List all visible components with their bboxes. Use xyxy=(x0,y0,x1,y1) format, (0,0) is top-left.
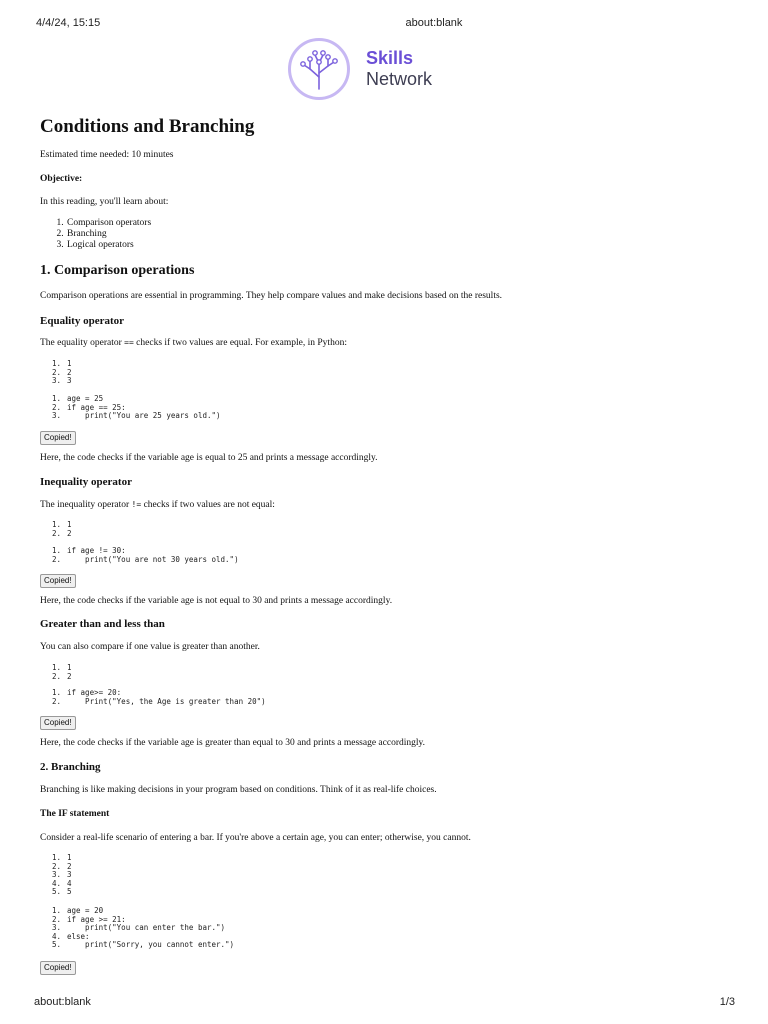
equality-explanation: Here, the code checks if the variable age is equal to 25 and prints a message accordingly. xyxy=(40,453,378,463)
print-header-datetime: 4/4/24, 15:15 xyxy=(36,17,101,29)
print-header-title: about:blank xyxy=(405,17,463,29)
section-heading-comparison: 1. Comparison operations xyxy=(40,263,195,278)
objectives-list xyxy=(52,218,151,251)
heading-inequality-operator: Inequality operator xyxy=(40,476,132,488)
estimated-time: Estimated time needed: 10 minutes xyxy=(40,150,174,160)
print-footer-page-number: 1/3 xyxy=(719,996,735,1008)
logo-text-network: Network xyxy=(366,69,433,89)
logo-tree-icon xyxy=(288,38,350,100)
inline-code: == xyxy=(124,338,134,347)
inequality-explanation: Here, the code checks if the variable age is not equal to 30 and prints a message accordingly. xyxy=(40,596,393,606)
code-block: 1. age = 25 2. if age == 25: 3. print("You are 25 years old.") xyxy=(52,394,221,421)
section-intro-branching: Branching is like making decisions in your program based on conditions. Think of it as real-life choices. xyxy=(40,785,437,795)
page-title: Conditions and Branching xyxy=(40,116,255,137)
list-item: 2. Branching xyxy=(66,229,151,240)
print-footer-url: about:blank xyxy=(34,996,91,1008)
greater-description: You can also compare if one value is greater than another. xyxy=(40,642,260,652)
skills-network-logo xyxy=(288,38,458,104)
heading-greater-less-than: Greater than and less than xyxy=(40,618,165,630)
code-block: 1. age = 20 2. if age >= 21: 3. print("You can enter the bar.") 4. else: 5. print("Sorry, you cannot enter.") xyxy=(52,906,235,950)
logo-text-skills: Skills xyxy=(366,48,414,68)
inline-code: != xyxy=(131,500,142,509)
section-heading-branching: 2. Branching xyxy=(40,761,101,773)
copy-code-button[interactable]: Copied! xyxy=(40,574,76,588)
greater-explanation: Here, the code checks if the variable age is greater than equal to 30 and prints a message accordingly. xyxy=(40,738,426,748)
inequality-description: The inequality operator != checks if two values are not equal: xyxy=(40,500,275,510)
equality-description: The equality operator == checks if two values are equal. For example, in Python: xyxy=(40,338,347,348)
copy-code-button[interactable]: Copied! xyxy=(40,961,76,975)
line-number-block: 1. 1 2. 2 3. 3 4. 4 5. 5 xyxy=(52,853,72,897)
heading-if-statement: The IF statement xyxy=(40,809,110,819)
line-number-block: 1. 1 2. 2 xyxy=(52,520,72,538)
line-number-block: 1. 1 2. 2 3. 3 xyxy=(52,359,72,386)
if-description: Consider a real-life scenario of entering a bar. If you're above a certain age, you can enter; otherwise, you cannot. xyxy=(40,833,471,843)
intro-text: In this reading, you'll learn about: xyxy=(40,197,169,207)
list-item: 1. Comparison operators xyxy=(66,218,151,229)
copy-code-button[interactable]: Copied! xyxy=(40,431,76,445)
section-intro-comparison: Comparison operations are essential in programming. They help compare values and make decisions based on the results. xyxy=(40,291,503,301)
code-block: 1. if age>= 20: 2. Print("Yes, the Age is greater than 20") xyxy=(52,688,266,706)
objective-heading: Objective: xyxy=(40,174,83,184)
line-number-block: 1. 1 2. 2 xyxy=(52,663,72,681)
copy-code-button[interactable]: Copied! xyxy=(40,716,76,730)
code-block: 1. if age != 30: 2. print("You are not 30 years old.") xyxy=(52,546,239,564)
list-item: 3. Logical operators xyxy=(66,240,151,251)
heading-equality-operator: Equality operator xyxy=(40,315,125,327)
